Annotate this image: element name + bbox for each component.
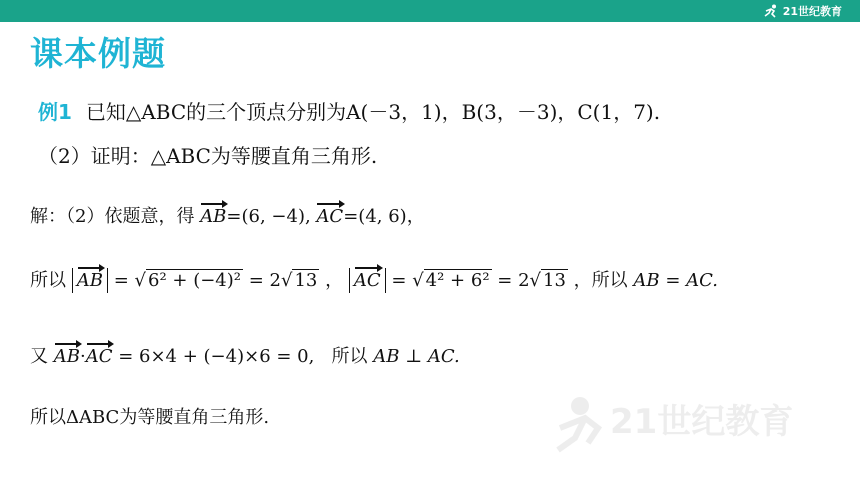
example-subquestion: （2）证明：△ABC为等腰直角三角形. [38, 144, 378, 168]
solution-line-3 [30, 342, 460, 368]
l2-eq-a: = [113, 270, 129, 291]
watermark-text: 21世纪教育 [610, 402, 794, 442]
l3-prefix: 又 [30, 346, 48, 367]
l2-eq-d: = 2 [497, 270, 530, 291]
solution-line-2: 所以 AB = √ 6² + (−4)² = 2√ 13 ， AC = √ 4² + 6² = 2√ 13 ，所以 AB = AC. [30, 270, 719, 291]
root-2: 13 [543, 270, 566, 291]
l2-sep: ， [325, 270, 344, 291]
l2-conclusion: AB = AC. [633, 270, 719, 291]
example-statement [38, 96, 660, 125]
l2-suffix: ，所以 [573, 270, 628, 291]
abs-ac-vector: AC [353, 270, 381, 291]
l2-prefix: 所以 [30, 270, 66, 291]
l1-ac-val: =(4, 6) [343, 206, 407, 227]
dot-product-expr: = 6×4 + (−4)×6 = 0, [118, 346, 315, 367]
top-banner [0, 0, 860, 22]
radical-2: 4² + 6² [425, 270, 490, 291]
solution-line-1: 解：（2）依题意，得 AB=(6, −4), AC=(4, 6)， [30, 206, 425, 227]
l2-eq-c: = [391, 270, 407, 291]
example-text: 已知△ABC的三个顶点分别为A(－3，1)，B(3，－3)，C(1，7). [85, 100, 661, 124]
l1-prefix: 解：（2）依题意，得 [30, 206, 195, 227]
watermark-logo [550, 388, 820, 458]
abs-ab-vector: AB [76, 270, 103, 291]
l2-eq-b: = 2 [248, 270, 281, 291]
runner-icon [763, 4, 779, 18]
example-label: 例1 [38, 100, 72, 124]
l1-ab-val: =(6, −4) [226, 206, 305, 227]
brand-logo [763, 2, 842, 20]
vector-ac: AC [316, 206, 344, 227]
l3-conclusion: AB ⊥ AC. [373, 346, 460, 367]
solution-conclusion: 所以ΔABC为等腰直角三角形. [30, 407, 270, 428]
dot-vector-ab: AB [53, 346, 80, 367]
vector-ab: AB [200, 206, 227, 227]
dot-operator: · [79, 346, 86, 367]
page-title: 课本例题 [30, 34, 166, 73]
abs-ab [72, 268, 108, 293]
dot-vector-ac: AC [85, 346, 113, 367]
logo-text: 21世纪教育 [782, 5, 842, 18]
abs-ac [349, 268, 386, 293]
l1-end: ， [406, 206, 425, 227]
radical-1: 6² + (−4)² [148, 270, 241, 291]
root-1: 13 [294, 270, 318, 291]
l3-suffix: 所以 [331, 346, 368, 367]
